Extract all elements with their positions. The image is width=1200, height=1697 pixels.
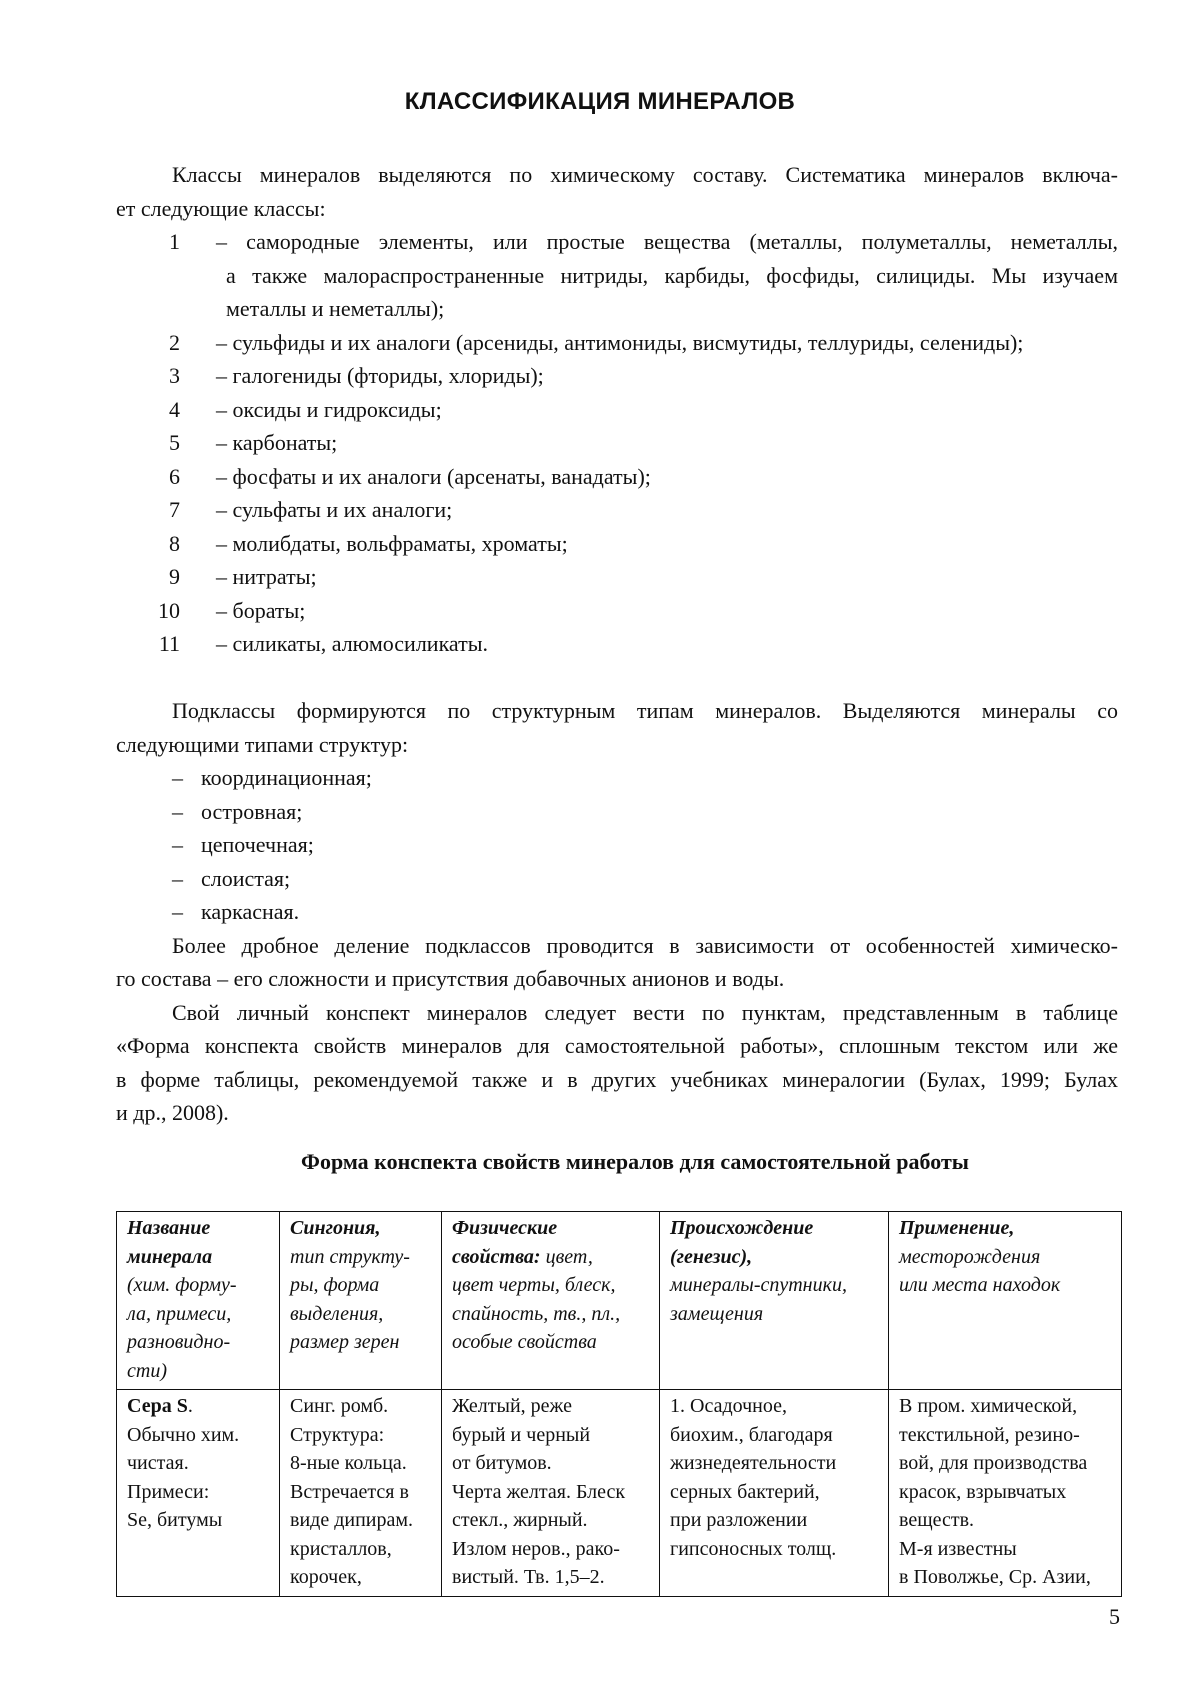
structure-type-text: координационная; [201,765,372,790]
cell-line: Синг. ромб. [290,1395,389,1417]
class-text: – сульфаты и их аналоги; [216,497,453,522]
cell-line: биохим., благодаря [670,1423,833,1446]
header-line: размер зерен [290,1331,400,1353]
header-line: ры, форма [290,1274,380,1296]
structure-type-item [116,862,1118,896]
main-text [116,158,1118,1178]
header-origin [660,1212,889,1390]
header-normal-part: цвет, [545,1245,593,1268]
class-number: 11 [158,631,180,656]
class-number: 6 [169,463,180,489]
cell-physical-properties [442,1390,660,1597]
header-bold-line: Применение, [899,1217,1015,1239]
notes-line-1: Свой личный конспект минералов следует вести по пунктам, представленным в таблице [172,999,1118,1025]
page-title: КЛАССИФИКАЦИЯ МИНЕРАЛОВ [404,88,796,115]
cell-line: чистая. [127,1452,189,1474]
class-number: 9 [169,564,180,589]
header-bold-line: Происхождение [670,1217,814,1239]
cell-origin [660,1390,889,1597]
class-item [116,326,1118,360]
header-line: тип структу- [290,1245,410,1268]
class-text: – молибдаты, вольфраматы, хроматы; [216,530,568,556]
cell-line: жизнедеятельности [670,1452,837,1474]
paragraph-gap [116,661,1118,695]
class-number: 7 [169,497,180,522]
cell-line: гипсоносных толщ. [670,1537,837,1560]
header-line: месторождения [899,1245,1041,1268]
header-line: или места находок [899,1274,1061,1296]
class-number: 2 [169,329,180,355]
mineral-summary-table [116,1211,1122,1597]
cell-line: в Поволжье, Ср. Азии, [899,1566,1091,1588]
cell-line: виде дипирам. [290,1509,414,1531]
header-bold-line: Название [127,1217,211,1239]
cell-line: от битумов. [452,1452,552,1474]
cell-line: вистый. Тв. 1,5–2. [452,1566,605,1588]
mineral-name: Сера S [127,1395,188,1417]
class-number: 1 [169,229,180,254]
class-text: – сульфиды и их аналоги (арсениды, антимониды, висмутиды, теллуриды, селениды); [216,329,1024,355]
cell-line: стекл., жирный. [452,1509,588,1531]
structure-type-item [116,795,1118,829]
cell-line: Обычно хим. [127,1423,240,1446]
cell-line: веществ. [899,1509,975,1531]
header-line: (хим. форму- [127,1274,237,1296]
cell-line: Желтый, реже [452,1395,572,1417]
class-item [116,426,1118,460]
dash-marker: – [172,865,183,891]
table-header-row [117,1212,1122,1390]
class-number: 8 [169,530,180,556]
class-text: – галогениды (фториды, хлориды); [216,363,544,388]
header-line: замещения [670,1302,764,1325]
header-line: сти) [127,1359,167,1382]
cell-line: при разложении [670,1509,808,1531]
header-line: разновидно- [127,1331,231,1353]
class-number: 3 [169,363,180,388]
header-bold-line: минерала [127,1245,213,1268]
class-number: 5 [169,430,180,455]
header-line: выделения, [290,1302,384,1325]
header-mixed-line [452,1243,649,1272]
cell-line: Структура: [290,1423,385,1446]
cell-line: кристаллов, [290,1537,392,1560]
header-line: особые свойства [452,1331,597,1353]
structure-type-text: слоистая; [201,865,291,891]
header-application [889,1212,1122,1390]
structure-type-text: цепочечная; [201,832,314,857]
cell-line: Se, битумы [127,1509,223,1531]
class-item [116,627,1118,661]
header-line: цвет черты, блеск, [452,1274,616,1296]
intro-line-2: ет следующие классы: [116,195,326,221]
notes-line-2: «Форма конспекта свойств минералов для самостоятельной работы», сплошным текстом или же [116,1033,1118,1058]
structure-type-item [116,895,1118,929]
class-text: – самородные элементы, или простые вещества (металлы, полуметаллы, неметаллы, [216,229,1118,254]
cell-syngony [280,1390,442,1597]
class-item [116,560,1118,594]
notes-line-3: в форме таблицы, рекомендуемой также и в других учебниках минералогии (Булах, 1999; Булах [116,1066,1118,1092]
mineral-name-period: . [187,1395,193,1417]
structure-type-text: островная; [201,798,303,824]
cell-mineral-name [117,1390,280,1597]
subclasses-line-2: следующими типами структур: [116,731,409,757]
cell-line: корочек, [290,1566,362,1588]
table-caption: Форма конспекта свойств минералов для самостоятельной работы [301,1148,969,1174]
cell-line: 8-ные кольца. [290,1452,407,1474]
structure-type-item [116,828,1118,862]
cell-line: текстильной, резино- [899,1423,1080,1446]
header-bold-line: (генезис), [670,1245,753,1268]
intro-line-1: Классы минералов выделяются по химическому составу. Систематика минералов включа- [172,162,1118,187]
cell-application [889,1390,1122,1597]
structure-type-item [116,761,1118,795]
table-row [117,1390,1122,1597]
mineral-name-line [127,1392,269,1421]
detail-line-2: го состава – его сложности и присутствия добавочных анионов и воды. [116,966,785,991]
dash-marker: – [172,765,183,790]
cell-line: Примеси: [127,1480,210,1503]
header-physical-properties [442,1212,660,1390]
header-line: ла, примеси, [127,1302,232,1325]
header-line: минералы-спутники, [670,1274,847,1296]
cell-line: В пром. химической, [899,1395,1078,1417]
class-text-continuation: а также малораспространенные нитриды, карбиды, фосфиды, силициды. Мы изучаем [226,262,1118,288]
dash-marker: – [172,832,183,857]
dash-marker: – [172,798,183,824]
class-text: – оксиды и гидроксиды; [216,396,442,422]
header-bold-part: свойства: [452,1245,541,1268]
class-text: – нитраты; [216,564,317,589]
dash-marker: – [172,899,183,924]
cell-line: Встречается в [290,1480,409,1503]
cell-line: М-я известны [899,1537,1017,1560]
detail-line-1: Более дробное деление подклассов проводится в зависимости от особенностей химическо- [172,932,1118,958]
cell-line: 1. Осадочное, [670,1395,787,1417]
class-text: – бораты; [216,597,306,623]
class-item [116,527,1118,561]
subclasses-line-1: Подклассы формируются по структурным типам минералов. Выделяются минералы со [172,698,1118,723]
class-item [116,225,1118,259]
class-item [116,359,1118,393]
cell-line: вой, для производства [899,1452,1088,1474]
class-item [116,493,1118,527]
header-bold-line: Физические [452,1217,558,1239]
notes-line-4: и др., 2008). [116,1100,229,1125]
page-number: 5 [1109,1604,1120,1629]
class-number: 4 [169,396,180,422]
class-number: 10 [158,597,180,623]
cell-line: Черта желтая. Блеск [452,1480,626,1503]
cell-line: серных бактерий, [670,1480,820,1503]
cell-line: бурый и черный [452,1423,591,1446]
header-mineral-name [117,1212,280,1390]
cell-line: Излом неров., рако- [452,1537,620,1560]
header-syngony [280,1212,442,1390]
class-item [116,460,1118,494]
class-text: – силикаты, алюмосиликаты. [216,631,489,656]
header-bold-line: Сингония, [290,1217,381,1239]
class-text: – карбонаты; [216,430,338,455]
header-line: спайность, тв., пл., [452,1302,621,1325]
class-item [116,393,1118,427]
cell-line: красок, взрывчатых [899,1480,1067,1503]
class-text-continuation: металлы и неметаллы); [226,296,445,321]
structure-type-text: каркасная. [201,899,300,924]
class-item [116,594,1118,628]
class-text: – фосфаты и их аналоги (арсенаты, ванадаты); [216,463,651,489]
